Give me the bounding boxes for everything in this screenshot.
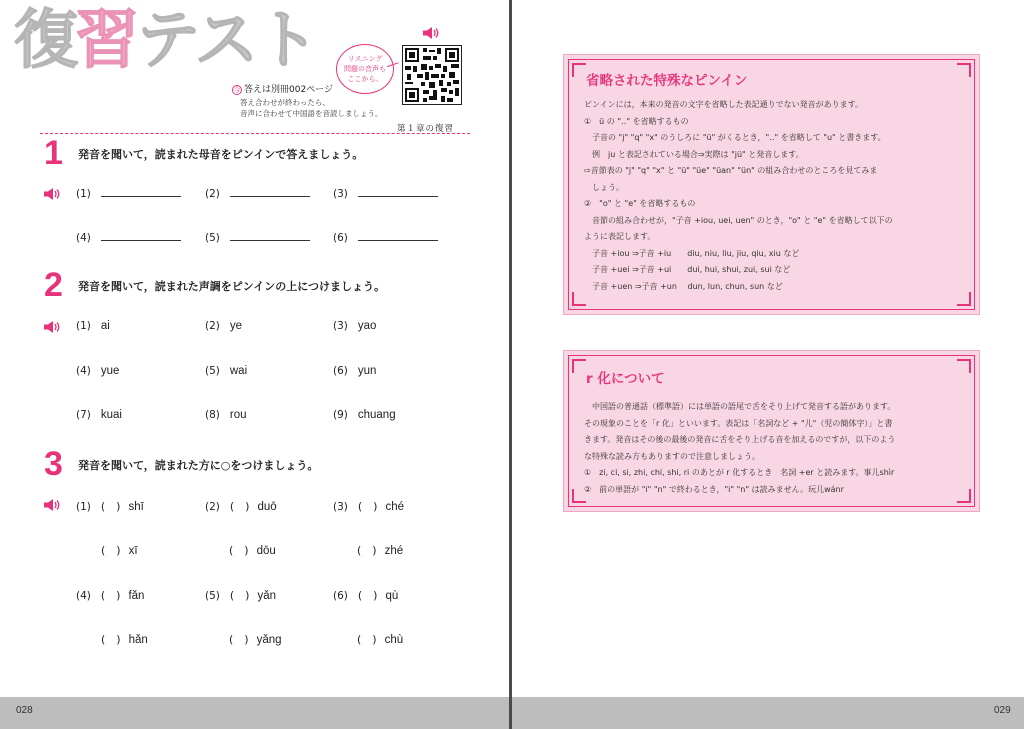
header-divider	[40, 133, 470, 134]
choice-option[interactable]: (3) ( ) ché	[333, 500, 405, 513]
pinyin-item[interactable]: (9) chuang	[333, 409, 396, 421]
choice-option[interactable]: (1) ( ) shī	[76, 500, 144, 513]
box-body: ピンインには，本来の発音の文字を省略した表記通りでない発音があります。 ① ü の "‥" を省略するもの 子音の "j" "q" "x" のうしろに "ü" がくるとき，"‥" を省略して "u" と書きます。 例 ju と表記されている場合⇒実際は "jü" と発音します。 ⇨音節表の "j" "q" "x" と "ü" "üe" "üan" "ün" の組み合わせのところを見てみま しょう。 ② "o" と "e" を省略するもの 音節の組み合わせが，"子音 +iou, uei, uen" のとき，"o" と "e" を省略して以下の ように表記します。 子音 +iou ⇒子音 +iu diu, niu, liu, jiu, qiu, xiu など 子音 +uei ⇒子音 +ui dui, hui, shui, zui, sui など 子音 +uen ⇒子音 +un dun, lun, chun, sun など	[584, 100, 893, 291]
section-3-number: 3	[44, 445, 63, 483]
section-2-number: 2	[44, 266, 63, 304]
review-test-title: 復習テスト	[14, 4, 317, 76]
choice-option[interactable]: (5) ( ) yǎn	[205, 589, 277, 602]
section-2-instruction: 発音を聞いて，読まれた声調をピンインの上につけましょう。	[78, 280, 386, 293]
qr-code-icon[interactable]	[402, 45, 462, 105]
answer-blank[interactable]: (2)	[205, 187, 310, 200]
pinyin-item[interactable]: (2) ye	[205, 320, 243, 332]
answer-blank[interactable]: (6)	[333, 231, 438, 244]
box-title: 省略された特殊なピンイン	[586, 73, 748, 89]
left-page	[0, 0, 509, 697]
pinyin-item[interactable]: (6) yun	[333, 365, 377, 377]
answer-blank[interactable]: (3)	[333, 187, 438, 200]
pinyin-item[interactable]: (3) yao	[333, 320, 377, 332]
choice-option[interactable]: (2) ( ) duō	[205, 500, 277, 513]
answer-blank[interactable]: (4)	[76, 231, 181, 244]
chapter-label: 第１章の復習	[397, 124, 455, 134]
pinyin-item[interactable]: (4) yue	[76, 365, 120, 377]
choice-option[interactable]: (6) ( ) qù	[333, 589, 399, 602]
corner-ornament	[957, 359, 971, 373]
speaker-icon[interactable]	[422, 26, 440, 40]
box-body: 中国語の普通話（標準語）には単語の語尾で舌をそり上げて発音する語があります。 その現象のことを「r 化」といいます。表記は「名詞など + "儿"（児の簡体字）」と書 きます。発音はその後の最後の発音に舌をそり上げる音を加えるのですが，以下のよう な特殊な読み方もありますので注意しましょう。 ① zi, ci, si, zhi, chi, shi, ri のあとが r 化するとき 名詞 +er と読みます。事儿shìr ② 前の単語が "i" "n" で終わるとき，"i" "n" は読みません。玩儿wánr	[584, 402, 896, 494]
box-title: r 化について	[586, 371, 665, 387]
section-3-instruction: 発音を聞いて，読まれた方に○をつけましょう。	[78, 459, 319, 472]
page-number-left: 028	[16, 705, 33, 716]
choice-option[interactable]: ( ) xī	[101, 544, 138, 557]
corner-ornament	[572, 63, 586, 77]
right-page	[512, 0, 1024, 697]
answer-blank[interactable]: (5)	[205, 231, 310, 244]
choice-option[interactable]: (4) ( ) fǎn	[76, 589, 145, 602]
corner-ornament	[957, 292, 971, 306]
special-pinyin-box	[563, 54, 980, 315]
choice-option[interactable]: ( ) zhé	[357, 544, 404, 557]
r-hua-box	[563, 350, 980, 512]
pinyin-item[interactable]: (1) ai	[76, 320, 110, 332]
corner-ornament	[957, 489, 971, 503]
section-1-number: 1	[44, 134, 63, 172]
choice-option[interactable]: ( ) dōu	[229, 544, 276, 557]
pinyin-item[interactable]: (7) kuai	[76, 409, 122, 421]
corner-ornament	[957, 63, 971, 77]
speaker-icon[interactable]	[43, 320, 61, 334]
section-1-instruction: 発音を聞いて，読まれた母音をピンインで答えましょう。	[78, 148, 364, 161]
corner-ornament	[572, 359, 586, 373]
pinyin-item[interactable]: (5) wai	[205, 365, 248, 377]
page-number-right: 029	[994, 705, 1011, 716]
choice-option[interactable]: ( ) chù	[357, 633, 404, 646]
answer-blank[interactable]: (1)	[76, 187, 181, 200]
answer-note: 答え合わせが終わったら、 音声に合わせて中国語を音読しましょう。	[240, 98, 383, 118]
pinyin-item[interactable]: (8) rou	[205, 409, 247, 421]
answer-reference: 今 答えは別冊002ページ	[233, 85, 333, 95]
speaker-icon[interactable]	[43, 187, 61, 201]
listening-bubble: リスニング 問題の音声も ここから。	[336, 44, 394, 94]
choice-option[interactable]: ( ) yǎng	[229, 633, 282, 646]
answer-badge: 今	[233, 85, 241, 94]
speaker-icon[interactable]	[43, 498, 61, 512]
choice-option[interactable]: ( ) hǎn	[101, 633, 148, 646]
